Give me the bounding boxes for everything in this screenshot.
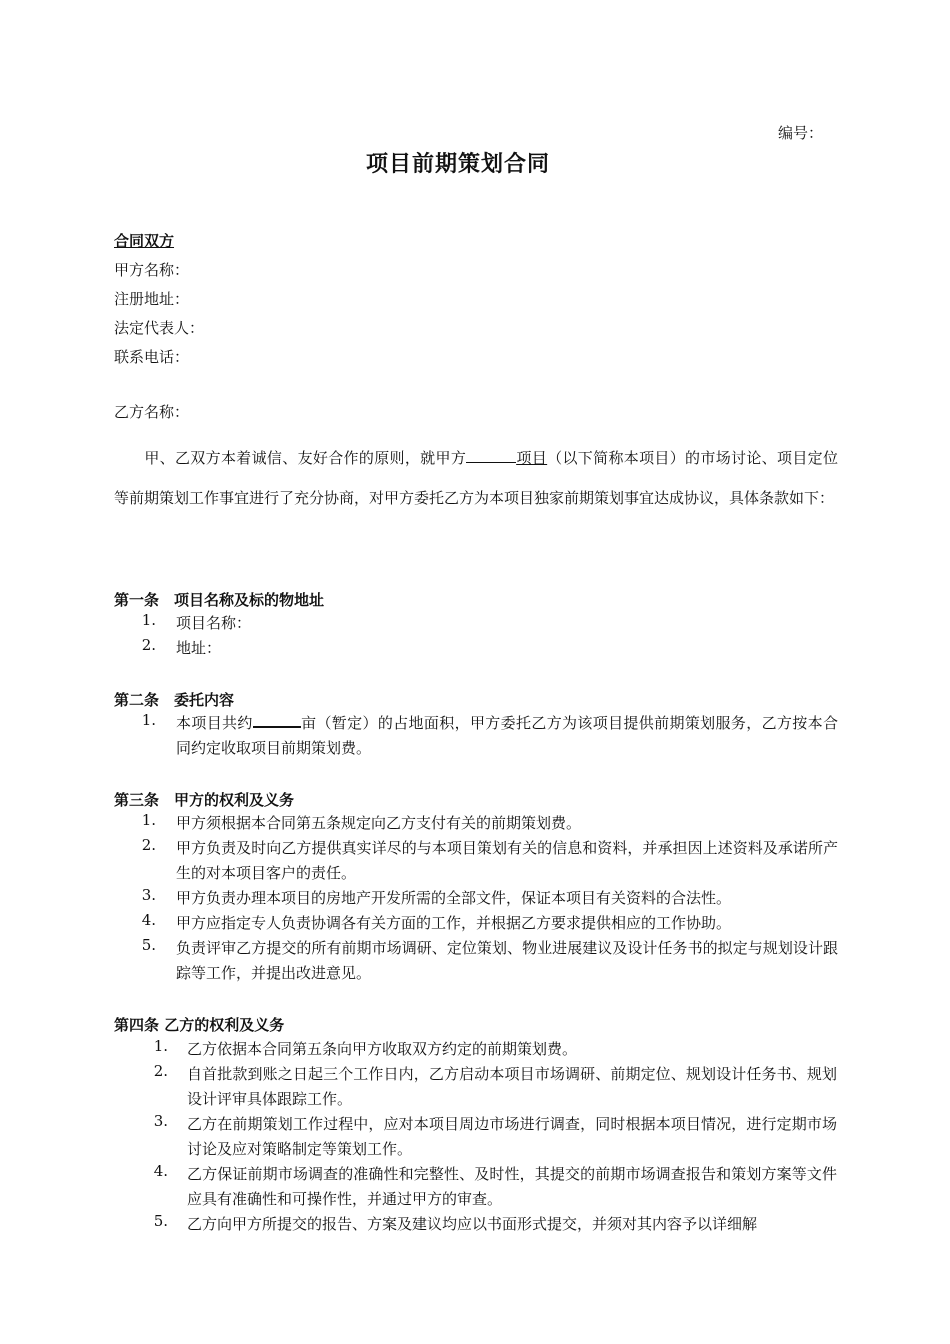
list-number: 3.: [141, 886, 156, 904]
list-text: 乙方在前期策划工作过程中，应对本项目周边市场进行调查，同时根据本项目情况，进行定期市场讨论及应对策略制定等策划工作。: [187, 1115, 837, 1158]
list-text: 项目名称：: [176, 614, 252, 632]
legal-representative-field: 法定代表人：: [114, 319, 205, 337]
list-number: 4.: [153, 1162, 168, 1180]
list-number: 5.: [141, 936, 156, 954]
article-1-heading: 第一条 项目名称及标的物地址: [114, 591, 325, 609]
list-number: 2.: [141, 636, 156, 654]
document-number-label: 编号：: [778, 124, 824, 142]
list-number: 1.: [141, 611, 156, 629]
parties-heading: 合同双方: [114, 232, 175, 250]
article-3-heading: 第三条 甲方的权利及义务: [114, 791, 295, 809]
intro-project-word: 项目: [516, 449, 548, 467]
party-b-name-field: 乙方名称：: [114, 403, 190, 421]
document-title: 项目前期策划合同: [365, 151, 550, 177]
list-number: 2.: [153, 1062, 168, 1080]
registered-address-field: 注册地址：: [114, 290, 190, 308]
list-text: 自首批款到账之日起三个工作日内，乙方启动本项目市场调研、前期定位、规划设计任务书、规划设计评审具体跟踪工作。: [187, 1065, 837, 1108]
intro-paragraph: [114, 438, 838, 518]
list-text: 甲方须根据本合同第五条规定向乙方支付有关的前期策划费。: [176, 814, 582, 832]
list-text: 负责评审乙方提交的所有前期市场调研、定位策划、物业进展建议及设计任务书的拟定与规划设计跟踪等工作，并提出改进意见。: [176, 939, 838, 982]
list-number: 5.: [153, 1212, 168, 1230]
list-text: 乙方依据本合同第五条向甲方收取双方约定的前期策划费。: [187, 1040, 578, 1058]
article-4-heading: 第四条 乙方的权利及义务: [114, 1016, 285, 1034]
list-text: 甲方应指定专人负责协调各有关方面的工作，并根据乙方要求提供相应的工作协助。: [176, 914, 732, 932]
area-blank: [253, 712, 301, 728]
list-text: 甲方负责办理本项目的房地产开发所需的全部文件，保证本项目有关资料的合法性。: [176, 889, 732, 907]
party-a-name-field: 甲方名称：: [114, 261, 190, 279]
list-number: 4.: [141, 911, 156, 929]
list-text: 甲方负责及时向乙方提供真实详尽的与本项目策划有关的信息和资料，并承担因上述资料及承诺所产生的对本项目客户的责任。: [176, 839, 838, 882]
project-name-blank: [466, 448, 516, 463]
list-number: 1.: [153, 1037, 168, 1055]
list-text-part2: 亩（暂定）的占地面积，甲方委托乙方为该项目提供前期策划服务，乙方按本合同约定收取项目前期策划费。: [176, 714, 838, 757]
article-2-heading: 第二条 委托内容: [114, 691, 235, 709]
list-text: 地址：: [176, 639, 222, 657]
contact-phone-field: 联系电话：: [114, 348, 190, 366]
list-number: 1.: [141, 711, 156, 729]
list-text: [176, 711, 838, 761]
list-text: 乙方保证前期市场调查的准确性和完整性、及时性，其提交的前期市场调查报告和策划方案等文件应具有准确性和可操作性，并通过甲方的审查。: [187, 1165, 837, 1208]
list-number: 1.: [141, 811, 156, 829]
list-number: 2.: [141, 836, 156, 854]
list-text: 乙方向甲方所提交的报告、方案及建议均应以书面形式提交，并须对其内容予以详细解: [187, 1215, 758, 1233]
list-text-part1: 本项目共约: [176, 714, 253, 732]
intro-text-part2: （以下简称本项目）的市场讨论、项目定位等前期策划工作事宜进行了充分协商，对甲方委托乙方为本项目独家前期策划事宜达成协议，具体条款如下：: [114, 449, 838, 507]
list-number: 3.: [153, 1112, 168, 1130]
intro-text-part1: 甲、乙双方本着诚信、友好合作的原则，就甲方: [144, 449, 467, 467]
